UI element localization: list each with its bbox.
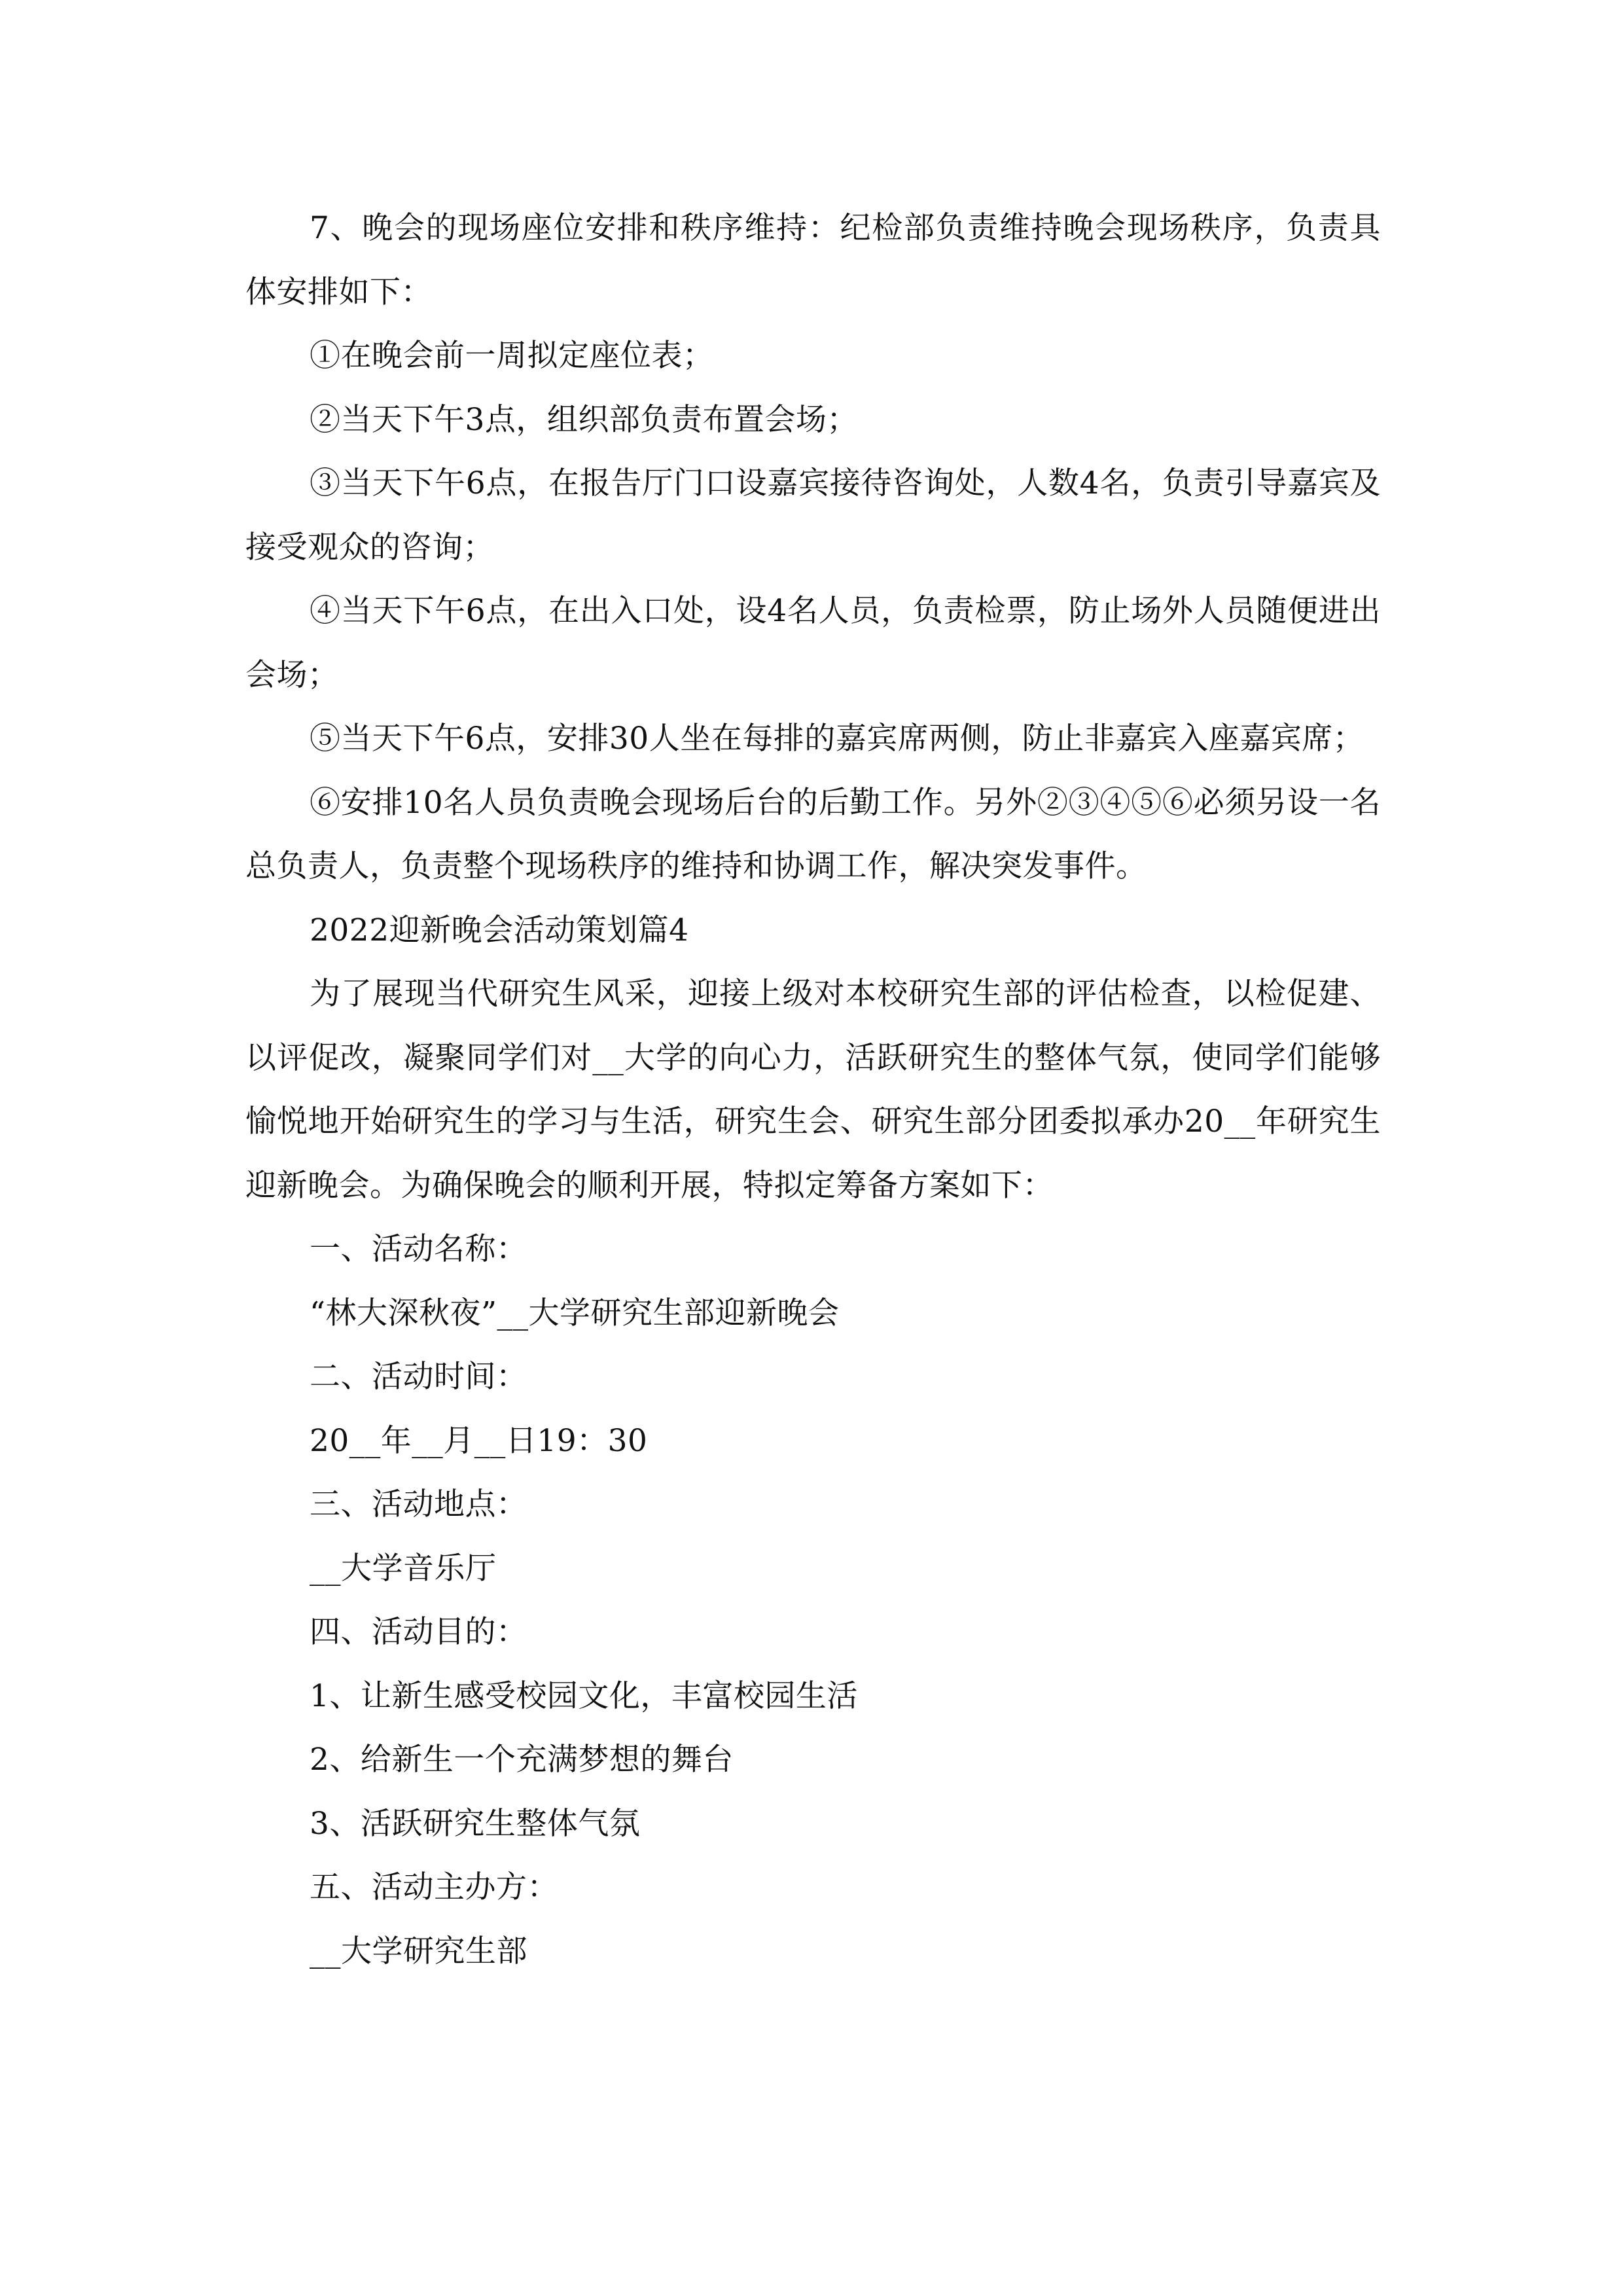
purpose-item-3: 3、活跃研究生整体气氛 bbox=[310, 1805, 641, 1842]
paragraph-intro: 为了展现当代研究生风采，迎接上级对本校研究生部的评估检查，以检促建、以评促改，凝聚同学们对__大学的向心力，活跃研究生的整体气氛，使同学们能够愉悦地开始研究生的学习与生活，研究生会、研究生部分团委拟承办20__年研究生迎新晚会。为确保晚会的顺利开展，特拟定筹备方案如下： bbox=[245, 976, 1381, 1204]
heading-activity-name: 一、活动名称： bbox=[310, 1231, 527, 1267]
paragraph-item-3: ③当天下午6点，在报告厅门口设嘉宾接待咨询处，人数4名，负责引导嘉宾及接受观众的咨询； bbox=[245, 465, 1381, 565]
purpose-item-2: 2、给新生一个充满梦想的舞台 bbox=[310, 1742, 734, 1778]
document-body bbox=[245, 196, 1381, 1983]
purpose-item-1: 1、让新生感受校园文化，丰富校园生活 bbox=[310, 1677, 858, 1714]
paragraph-item-4: ④当天下午6点，在出入口处，设4名人员，负责检票，防止场外人员随便进出会场； bbox=[245, 593, 1381, 693]
heading-activity-purpose: 四、活动目的： bbox=[310, 1614, 527, 1650]
heading-activity-place: 三、活动地点： bbox=[310, 1486, 527, 1522]
heading-organizer: 五、活动主办方： bbox=[310, 1869, 558, 1905]
activity-place-value: __大学音乐厅 bbox=[310, 1550, 497, 1587]
heading-activity-time: 二、活动时间： bbox=[310, 1359, 527, 1395]
paragraph-item-5: ⑤当天下午6点，安排30人坐在每排的嘉宾席两侧，防止非嘉宾入座嘉宾席； bbox=[310, 721, 1364, 757]
paragraph-item-6: ⑥安排10名人员负责晚会现场后台的后勤工作。另外②③④⑤⑥必须另设一名总负责人，负责整个现场秩序的维持和协调工作，解决突发事件。 bbox=[245, 784, 1381, 884]
paragraph-seating-arrangement: 7、晚会的现场座位安排和秩序维持：纪检部负责维持晚会现场秩序，负责具体安排如下： bbox=[245, 210, 1381, 310]
paragraph-item-2: ②当天下午3点，组织部负责布置会场； bbox=[310, 401, 858, 438]
section-heading: 2022迎新晚会活动策划篇4 bbox=[310, 912, 689, 948]
paragraph-item-1: ①在晚会前一周拟定座位表； bbox=[310, 338, 714, 374]
activity-time-value: 20__年__月__日19：30 bbox=[310, 1422, 648, 1459]
organizer-value: __大学研究生部 bbox=[310, 1933, 527, 1969]
activity-name-value: “林大深秋夜”__大学研究生部迎新晚会 bbox=[310, 1295, 840, 1331]
